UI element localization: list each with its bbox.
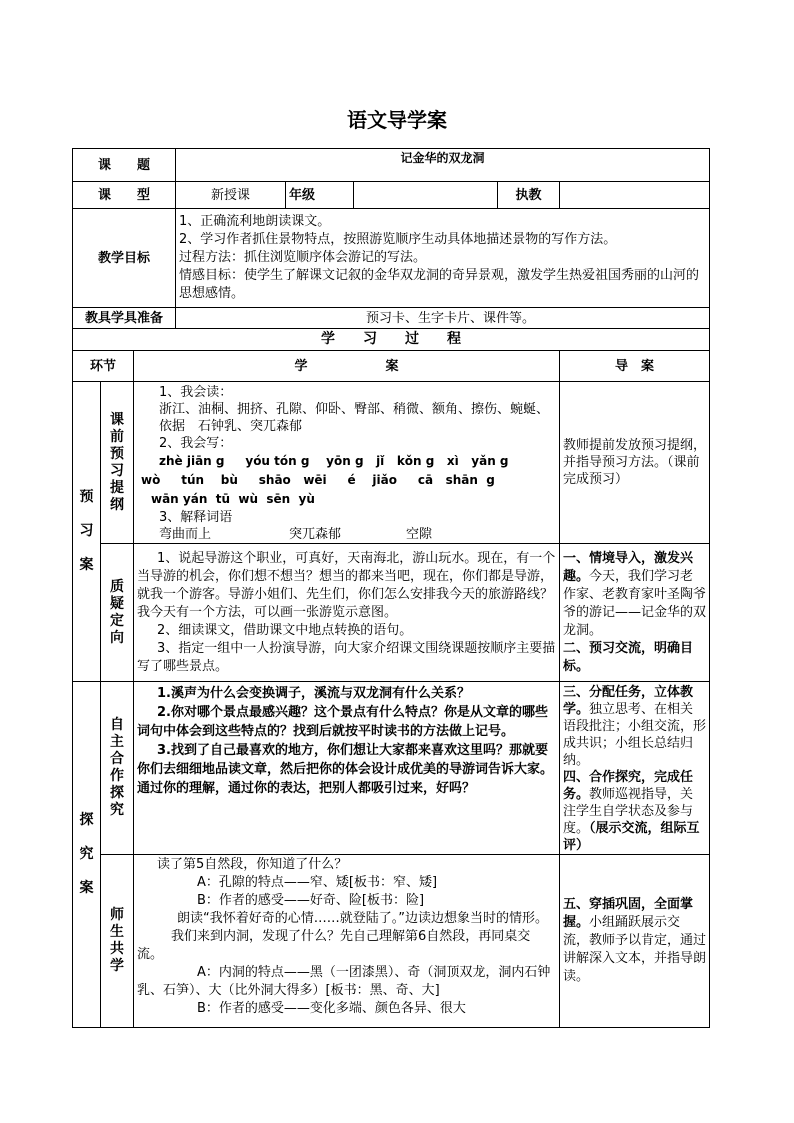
sub-zhiyi: 质 疑 定 向	[101, 544, 134, 682]
question-para: 2、细读课文，借助课文中地点转换的语句。	[157, 623, 413, 638]
study-line: 朗读“我怀着好奇的心情……就登陆了。”边读边想象当时的情形。	[177, 911, 548, 926]
sub-zizhu: 自 主 合 作 探 究	[101, 682, 134, 855]
inquiry-question: 2.你对哪个景点最感兴趣？这个景点有什么特点？你是从文章的哪些词句中体会到这些特点的？找到后就按平时读书的方法做上记号。	[137, 705, 548, 739]
pinyin-line: wò tún bù shāo wēi é jiǎo cā shān g	[141, 473, 495, 487]
preview-line: 3、解释词语	[159, 510, 233, 525]
col-huanjie: 环节	[73, 351, 134, 382]
inquiry-question: 3.找到了自己最喜欢的地方，你们想让大家都来喜欢这里吗？那就要你们去细细地品读文章，然后把你的体会设计成优美的导游词告诉大家。通过你的理解，通过你的表达，把别人都吸引过来，好吗？	[137, 743, 554, 796]
lesson-plan-table	[72, 148, 710, 1028]
goal-line: 情感目标：使学生了解课文记叙的金华双龙洞的奇异景观，激发学生热爱祖国秀丽的山河的思想感情。	[179, 268, 700, 301]
study-line: A：内洞的特点——黑（一团漆黑）、奇（洞顶双龙，洞内石钟乳、石笋）、大（比外洞大得多）[板书：黑、奇、大]	[137, 965, 551, 998]
topic-label: 课 题	[73, 149, 176, 182]
topic-value: 记金华的双龙洞	[176, 149, 710, 182]
grade-value	[354, 182, 498, 209]
preview-line: 2、我会写：	[159, 436, 233, 451]
question-para: 3、指定一组中一人扮演导游，向大家介绍课文围绕课题按顺序主要描写了哪些景点。	[137, 641, 556, 674]
inquiry-question: 1.溪声为什么会变换调子，溪流与双龙洞有什么关系？	[157, 686, 470, 701]
study-line: 读了第5自然段，你知道了什么？	[157, 857, 348, 872]
question-para: 1、说起导游这个职业，可真好，天南海北，游山玩水。现在，有一个当导游的机会，你们想不想当？想当的都来当吧，现在，你们都是导游，就我一个游客。导游小姐们、先生们，你们怎么安排我今天的旅游路线？我今天有一个方法，可以画一张游览示意图。	[137, 551, 556, 620]
grade-label: 年级	[286, 182, 354, 209]
sub-keqian: 课 前 预 习 提 纲	[101, 382, 134, 544]
lesson-type-value: 新授课	[176, 182, 286, 209]
lesson-type-label: 课 型	[73, 182, 176, 209]
section-yuxi: 预 习 案	[73, 382, 101, 682]
guide-zhiyi: 一、情境导入，激发兴趣。今天，我们学习老作家、老教育家叶圣陶爷爷的游记——记金华的双龙洞。 二、预习交流，明确目标。	[560, 544, 710, 682]
study-line: B：作者的感受——好奇、险[板书：险]	[197, 893, 425, 908]
tools-label: 教具学具准备	[73, 308, 176, 329]
study-line: B：作者的感受——变化多端、颜色各异、很大	[197, 1001, 466, 1016]
col-daoan: 导 案	[560, 351, 710, 382]
guide-keqian: 教师提前发放预习提纲，并指导预习方法。（课前完成预习）	[560, 382, 710, 544]
guide-shisheng: 五、穿插巩固，全面掌握。小组踊跃展示交流，教师予以肯定，通过讲解深入文本，并指导朗读。	[560, 855, 710, 1028]
pinyin-line: zhè jiān g yóu tón g yōn g jǐ kǒn g xì yǎn g	[159, 454, 509, 468]
study-line: A：孔隙的特点——窄、矮[板书：窄、矮]	[197, 875, 438, 890]
sub-shisheng: 师 生 共 学	[101, 855, 134, 1028]
goal-line: 1、正确流利地朗读课文。	[179, 214, 331, 229]
preview-line: 弯曲而上 突兀森郁 空隙	[159, 527, 433, 542]
col-xuean: 学 案	[134, 351, 560, 382]
section-tanjiu: 探 究 案	[73, 682, 101, 1028]
tools-value: 预习卡、生字卡片、课件等。	[176, 308, 710, 329]
pinyin-line: wān yán tū wù sēn yù	[151, 492, 315, 506]
preview-line: 1、我会读：	[159, 385, 233, 400]
study-line: 我们来到内洞，发现了什么？先自己理解第6自然段，再同桌交流。	[137, 929, 531, 962]
goal-line: 过程方法：抓住浏览顺序体会游记的写法。	[179, 250, 427, 265]
goal-line: 2、学习作者抓住景物特点，按照游览顺序生动具体地描述景物的写作方法。	[179, 232, 617, 247]
goals-label: 教学目标	[73, 209, 176, 308]
page-title: 语文导学案	[347, 108, 447, 132]
guide-zizhu: 三、分配任务，立体教学。独立思考、在相关语段批注；小组交流，形成共识；小组长总结归纳。 四、合作探究，完成任务。教师巡视指导，关注学生自学状态及参与度。（展示交流，组际互评）	[560, 682, 710, 855]
process-header: 学 习 过 程	[73, 329, 710, 351]
teacher-label: 执教	[498, 182, 560, 209]
teacher-value	[560, 182, 710, 209]
preview-words: 浙江、油桐、拥挤、孔隙、仰卧、臀部、稍微、额角、擦伤、蜿蜒、依据 石钟乳、突兀森郁	[159, 402, 550, 434]
